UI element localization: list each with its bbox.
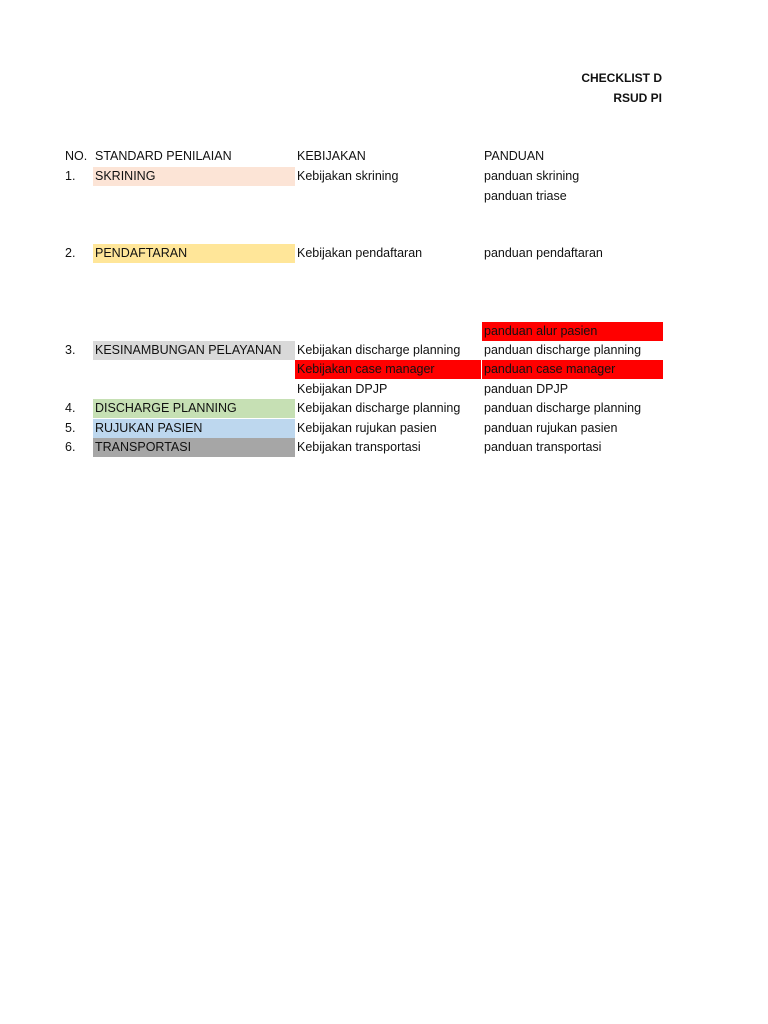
- row-1-kebijakan: Kebijakan skrining: [297, 169, 399, 183]
- document-title-line2: RSUD PI: [613, 91, 662, 105]
- row-3-standard: KESINAMBUNGAN PELAYANAN: [93, 341, 295, 360]
- row-3-panduan-3: panduan DPJP: [484, 382, 569, 396]
- row-3-kebijakan-1: Kebijakan discharge planning: [297, 343, 461, 357]
- row-4-standard: DISCHARGE PLANNING: [93, 399, 295, 418]
- row-6-no: 6.: [65, 440, 76, 454]
- header-standard: STANDARD PENILAIAN: [95, 149, 232, 163]
- row-3-panduan-2: panduan case manager: [482, 360, 663, 379]
- row-2-kebijakan: Kebijakan pendaftaran: [297, 246, 423, 260]
- document-title-line1: CHECKLIST D: [581, 71, 662, 85]
- row-4-panduan: panduan discharge planning: [484, 401, 642, 415]
- row-4-kebijakan: Kebijakan discharge planning: [297, 401, 461, 415]
- row-3-kebijakan-3: Kebijakan DPJP: [297, 382, 388, 396]
- row-5-no: 5.: [65, 421, 76, 435]
- header-no: NO.: [65, 149, 88, 163]
- row-5-panduan: panduan rujukan pasien: [484, 421, 618, 435]
- row-3-kebijakan-2: Kebijakan case manager: [295, 360, 481, 379]
- row-1-panduan-1: panduan skrining: [484, 169, 580, 183]
- row-5-kebijakan: Kebijakan rujukan pasien: [297, 421, 437, 435]
- header-panduan: PANDUAN: [484, 149, 545, 163]
- header-kebijakan: KEBIJAKAN: [297, 149, 366, 163]
- row-4-no: 4.: [65, 401, 76, 415]
- row-6-standard: TRANSPORTASI: [93, 438, 295, 457]
- row-2-no: 2.: [65, 246, 76, 260]
- row-1-panduan-2: panduan triase: [484, 189, 567, 203]
- row-2-standard: PENDAFTARAN: [93, 244, 295, 263]
- row-1-no: 1.: [65, 169, 76, 183]
- row-3-panduan-1: panduan discharge planning: [484, 343, 642, 357]
- row-3-no: 3.: [65, 343, 76, 357]
- row-6-panduan: panduan transportasi: [484, 440, 602, 454]
- row-3-panduan-alur: panduan alur pasien: [482, 322, 663, 341]
- row-1-standard: SKRINING: [93, 167, 295, 186]
- row-5-standard: RUJUKAN PASIEN: [93, 419, 295, 438]
- row-2-panduan: panduan pendaftaran: [484, 246, 603, 260]
- row-6-kebijakan: Kebijakan transportasi: [297, 440, 421, 454]
